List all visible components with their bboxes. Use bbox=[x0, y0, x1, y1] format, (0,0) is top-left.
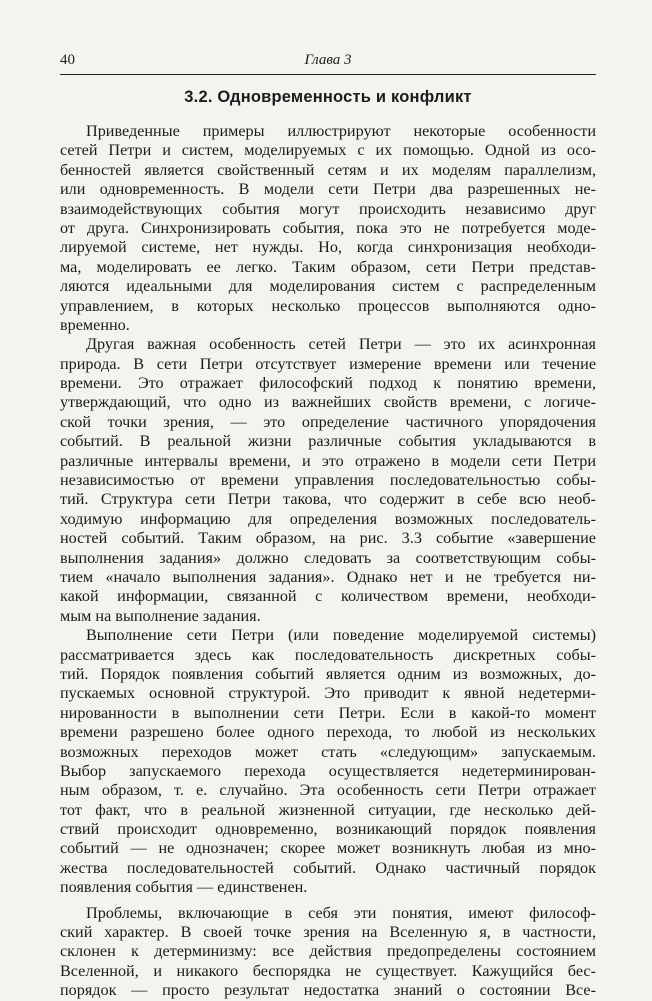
text-line: ностей событий. Таким образом, на рис. 3.3 событие «завершение bbox=[60, 529, 596, 548]
text-line: взаимодействующих события могут происходить независимо друг bbox=[60, 199, 596, 218]
text-line: склонен к детерминизму: все действия предопределены состоянием bbox=[60, 942, 596, 961]
text-line: управлением, в которых несколько процессов выполняются одно- bbox=[60, 296, 596, 315]
text-line: ма, моделировать ее легко. Таким образом, сети Петри представ- bbox=[60, 257, 596, 276]
chapter-title: Глава 3 bbox=[304, 52, 352, 68]
text-line: сетей Петри и систем, моделируемых с их помощью. Одной из осо- bbox=[60, 141, 596, 160]
running-header bbox=[60, 50, 596, 75]
text-line: ской точки зрения, — это определение частичного упорядочения bbox=[60, 412, 596, 431]
text-line: времени разрешено более одного перехода, то любой из нескольких bbox=[60, 723, 596, 742]
text-line: событий — не однозначен; скорее может возникнуть любая из мно- bbox=[60, 839, 596, 858]
text-line: от друга. Синхронизировать события, пока это не потребуется моде- bbox=[60, 218, 596, 237]
body-text bbox=[60, 122, 596, 1001]
text-line: порядок — просто результат недостатка знаний о состоянии Все- bbox=[60, 981, 596, 1000]
text-line: возможных переходов может стать «следующим» запускаемым. bbox=[60, 742, 596, 761]
text-line: мым на выполнение задания. bbox=[60, 606, 261, 625]
text-line: временно. bbox=[60, 315, 130, 334]
text-line: ным образом, т. е. случайно. Эта особенность сети Петри отражает bbox=[60, 781, 596, 800]
text-line: рассматривается здесь как последовательность дискретных собы- bbox=[60, 645, 596, 664]
text-line: Другая важная особенность сетей Петри — это их асинхронная bbox=[86, 335, 596, 354]
text-line: бенностей является свойственный сетям и их моделям параллелизм, bbox=[60, 160, 596, 179]
text-line: утверждающий, что одно из важнейших свойств времени, с логиче- bbox=[60, 393, 596, 412]
page-number: 40 bbox=[60, 52, 75, 68]
text-line: жества последовательностей событий. Однако частичный порядок bbox=[60, 858, 596, 877]
text-line: событий. В реальной жизни различные события укладываются в bbox=[60, 432, 596, 451]
text-line: ский характер. В своей точке зрения на Вселенную я, в частности, bbox=[60, 923, 596, 942]
text-line: какой информации, связанной с количеством времени, необходи- bbox=[60, 587, 596, 606]
text-line: тот факт, что в реальной жизненной ситуации, где несколько дей- bbox=[60, 800, 596, 819]
text-line: природа. В сети Петри отсутствует измерение времени или течение bbox=[60, 354, 596, 373]
text-line: тий. Структура сети Петри такова, что содержит в себе всю необ- bbox=[60, 490, 596, 509]
text-line: ляются идеальными для моделирования систем с распределенным bbox=[60, 277, 596, 296]
text-line: пускаемых основной структурой. Это приводит к явной недетерми- bbox=[60, 684, 596, 703]
text-line: независимостью от времени управления последовательностью собы- bbox=[60, 471, 596, 490]
text-line: Вселенной, и никакого беспорядка не существует. Кажущийся бес- bbox=[60, 961, 596, 980]
text-line: тием «начало выполнения задания». Однако нет и не требуется ни- bbox=[60, 567, 596, 586]
text-line: тий. Порядок появления событий является одним из возможных, до- bbox=[60, 664, 596, 683]
text-line: Выбор запускаемого перехода осуществляется недетерминирован- bbox=[60, 761, 596, 780]
text-line: времени. Это отражает философский подход к понятию времени, bbox=[60, 374, 596, 393]
text-line: лируемой системе, нет нужды. Но, когда синхронизация необходи- bbox=[60, 238, 596, 257]
text-line: Выполнение сети Петри (или поведение моделируемой системы) bbox=[86, 626, 596, 645]
text-line: Приведенные примеры иллюстрируют некоторые особенности bbox=[86, 122, 596, 140]
text-line: Проблемы, включающие в себя эти понятия, имеют философ- bbox=[86, 903, 596, 922]
text-line: выполнения задания» должно следовать за соответствующим собы- bbox=[60, 548, 596, 567]
text-line: или одновременность. В модели сети Петри два разрешенных не- bbox=[60, 180, 596, 199]
section-title: 3.2. Одновременность и конфликт bbox=[184, 88, 472, 106]
text-line: ствий происходит одновременно, возникающий порядок появления bbox=[60, 820, 596, 839]
text-line: ходимую информацию для определения возможных последователь- bbox=[60, 509, 596, 528]
text-line: нированности в выполнении сети Петри. Если в какой-то момент bbox=[60, 703, 596, 722]
text-line: различные интервалы времени, и это отражено в модели сети Петри bbox=[60, 451, 596, 470]
text-line: появления события — единственен. bbox=[60, 878, 308, 897]
